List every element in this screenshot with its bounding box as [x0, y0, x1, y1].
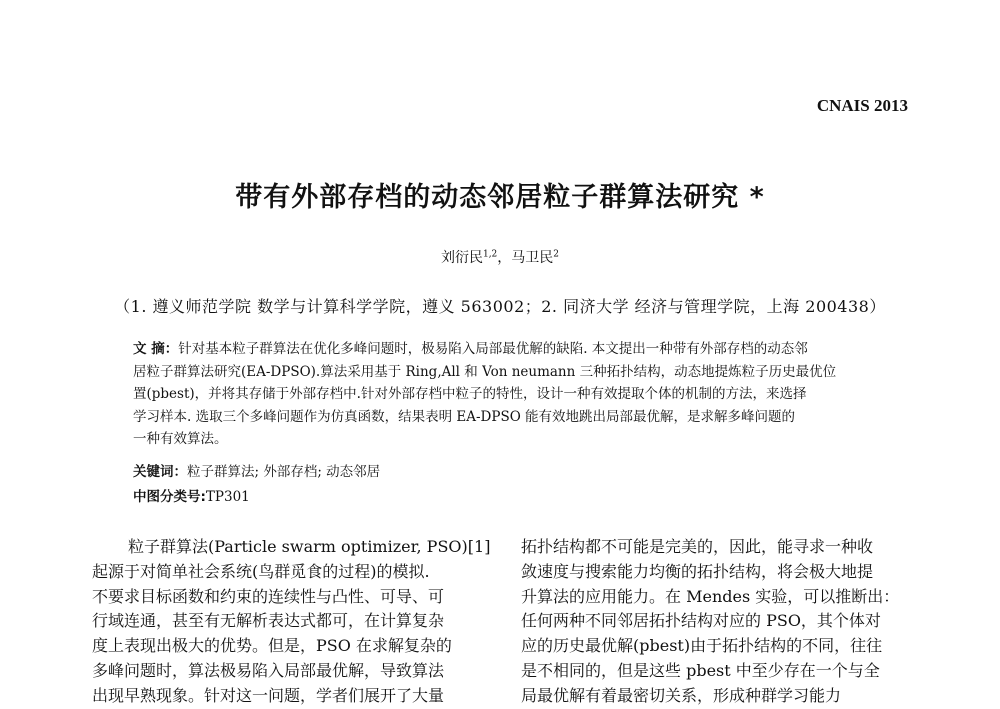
classification-value: TP301 — [205, 489, 250, 505]
body-right-line-6: 是不相同的，但是这些 pbest 中至少存在一个与全 — [521, 660, 880, 680]
author-1-affil: 1,2 — [482, 249, 498, 260]
abstract-label: 文 摘： — [133, 341, 179, 357]
conference-header: CNAIS 2013 — [816, 96, 908, 115]
author-1: 刘衍民 — [440, 250, 483, 266]
body-right-line-5: 应的历史最优解(pbest)由于拓扑结构的不同，往往 — [521, 636, 883, 656]
body-left-line-4: 行域连通，甚至有无解析表达式都可，在计算复杂 — [92, 611, 445, 631]
body-right-line-4: 任何两种不同邻居拓扑结构对应的 PSO，其个体对 — [521, 611, 881, 631]
author-2: 马卫民 — [511, 250, 554, 266]
body-right-line-1: 拓扑结构都不可能是完美的，因此，能寻求一种收 — [521, 537, 874, 556]
body-left-line-5: 度上表现出极大的优势。但是，PSO 在求解复杂的 — [92, 636, 452, 656]
abstract-line-2: 居粒子群算法研究(EA-DPSO).算法采用基于 Ring,All 和 Von neumann 三种拓扑结构，动态地提炼粒子历史最优位 — [133, 363, 837, 380]
abstract-line-5: 一种有效算法。 — [133, 431, 228, 447]
body-column-right — [521, 535, 911, 709]
body-left-line-7: 出现早熟现象。针对这一问题，学者们展开了大量 — [92, 685, 445, 705]
keywords-label: 关键词： — [133, 464, 187, 480]
body-right-line-2: 敛速度与搜索能力均衡的拓扑结构，将会极大地提 — [521, 561, 874, 581]
body-left-line-3: 不要求目标函数和约束的连续性与凸性、可导、可 — [92, 586, 445, 606]
body-column-left — [92, 535, 491, 709]
keywords-line — [133, 460, 380, 480]
keywords-value: 粒子群算法; 外部存档; 动态邻居 — [187, 464, 381, 480]
body-left-line-2: 起源于对简单社会系统(鸟群觅食的过程)的模拟. — [92, 561, 430, 581]
abstract-line-3: 置(pbest)，并将其存储于外部存档中.针对外部存档中粒子的特性，设计一种有效提取个体的机制的方法，来选择 — [133, 386, 807, 402]
body-right-line-3: 升算法的应用能力。在 Mendes 实验，可以推断出： — [521, 586, 900, 606]
body-right-line-7: 局最优解有着最密切关系，形成种群学习能力 — [521, 685, 842, 705]
classification-line — [133, 485, 250, 505]
author-2-affil: 2 — [553, 249, 560, 260]
abstract-text: 针对基本粒子群算法在优化多峰问题时，极易陷入局部最优解的缺陷. 本文提出一种带有外部存档的动态邻 — [178, 341, 808, 357]
affiliation-line: （1. 遵义师范学院 数学与计算科学学院，遵义 563002；2. 同济大学 经济与管理学院，上海 200438） — [114, 297, 886, 316]
abstract-line-4: 学习样本. 选取三个多峰问题作为仿真函数，结果表明 EA-DPSO 能有效地跳出局部最优解，是求解多峰问题的 — [133, 408, 796, 425]
abstract-line-1 — [133, 338, 878, 361]
author-separator: ， — [497, 250, 512, 266]
body-left-line-6: 多峰问题时，算法极易陷入局部最优解，导致算法 — [92, 660, 445, 680]
body-left-line-1: 粒子群算法(Particle swarm optimizer, PSO)[1] — [128, 537, 491, 556]
paper-title: 带有外部存档的动态邻居粒子群算法研究 * — [235, 182, 765, 213]
classification-label: 中图分类号: — [133, 489, 206, 505]
author-line — [0, 247, 1000, 267]
abstract-block — [133, 338, 878, 451]
